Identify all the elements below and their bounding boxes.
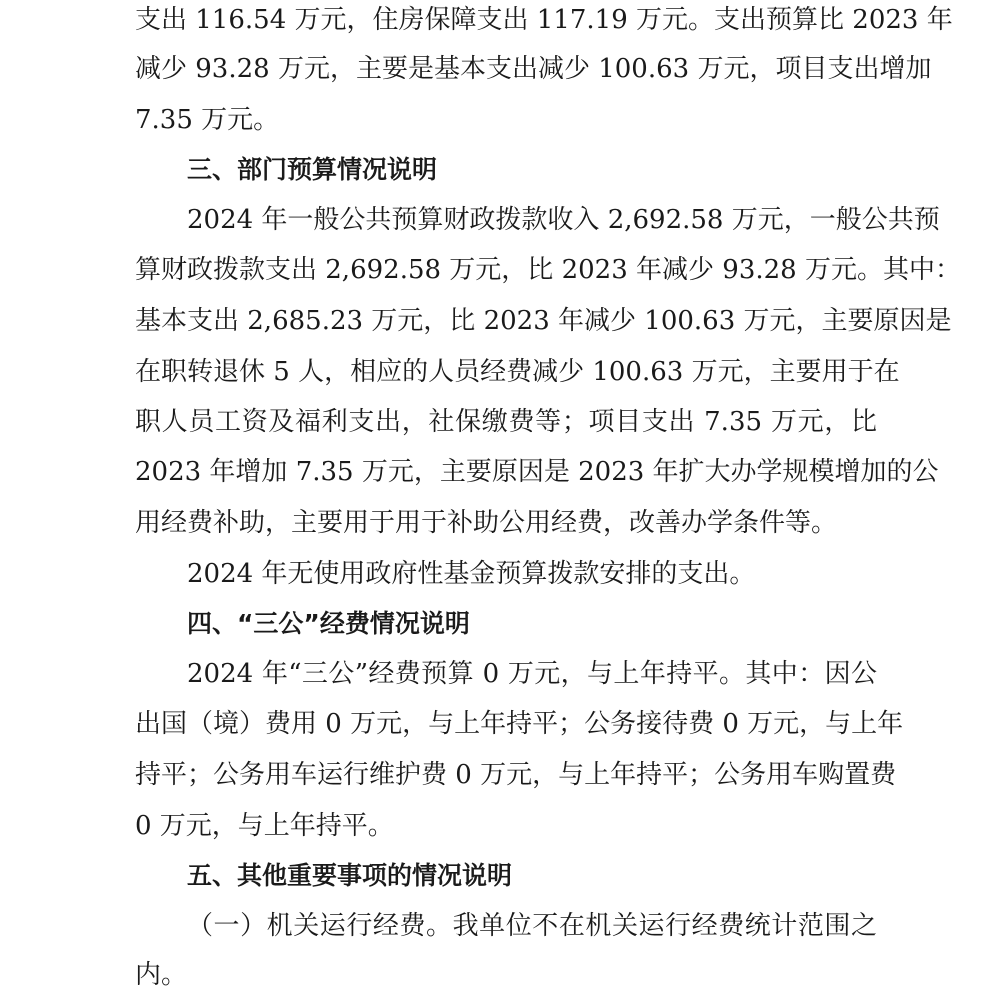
paragraph-line: 算财政拨款支出 2,692.58 万元，比 2023 年减少 93.28 万元。其中：	[135, 255, 961, 285]
paragraph-line: 出国（境）费用 0 万元，与上年持平；公务接待费 0 万元，与上年	[135, 709, 904, 739]
paragraph-line: 7.35 万元。	[135, 105, 280, 135]
paragraph-line: （一）机关运行经费。我单位不在机关运行经费统计范围之	[187, 911, 877, 941]
section-heading: 五、其他重要事项的情况说明	[187, 861, 513, 890]
paragraph-line: 0 万元，与上年持平。	[135, 811, 394, 841]
paragraph-line: 职人员工资及福利支出，社保缴费等；项目支出 7.35 万元，比	[135, 407, 877, 437]
paragraph-line: 2023 年增加 7.35 万元，主要原因是 2023 年扩大办学规模增加的公	[135, 457, 939, 487]
paragraph-line: 2024 年“三公”经费预算 0 万元，与上年持平。其中：因公	[187, 659, 877, 689]
paragraph-line: 在职转退休 5 人，相应的人员经费减少 100.63 万元，主要用于在	[135, 357, 900, 387]
paragraph-line: 持平；公务用车运行维护费 0 万元，与上年持平；公务用车购置费	[135, 760, 897, 790]
paragraph-line: 内。	[135, 960, 188, 990]
paragraph-line: 2024 年无使用政府性基金预算拨款安排的支出。	[187, 559, 756, 589]
section-heading: 三、部门预算情况说明	[187, 155, 438, 184]
section-heading: 四、“三公”经费情况说明	[187, 609, 470, 638]
paragraph-line: 支出 116.54 万元，住房保障支出 117.19 万元。支出预算比 2023 年	[135, 5, 953, 35]
paragraph-line: 减少 93.28 万元，主要是基本支出减少 100.63 万元，项目支出增加	[135, 54, 932, 84]
paragraph-line: 基本支出 2,685.23 万元，比 2023 年减少 100.63 万元，主要原因是	[135, 306, 952, 336]
paragraph-line: 用经费补助，主要用于用于补助公用经费，改善办学条件等。	[135, 508, 838, 538]
paragraph-line: 2024 年一般公共预算财政拨款收入 2,692.58 万元，一般公共预	[187, 205, 940, 235]
